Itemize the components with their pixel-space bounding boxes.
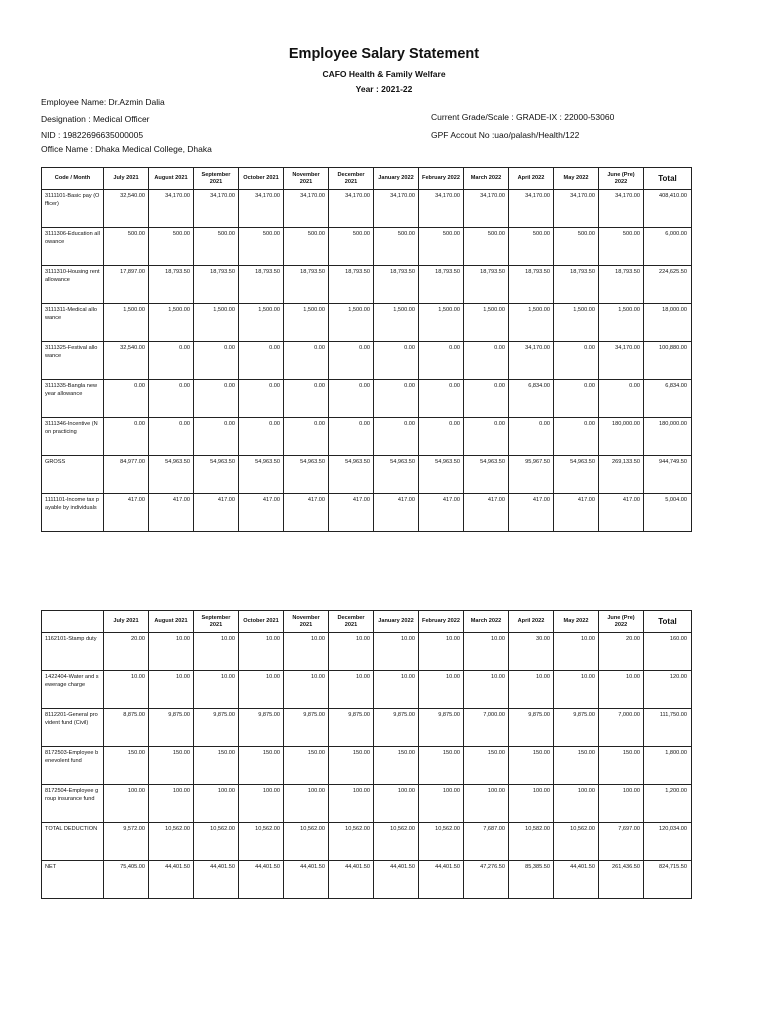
- month-header: October 2021: [239, 168, 284, 190]
- month-header: September 2021: [194, 168, 239, 190]
- amount-cell: 44,401.50: [419, 861, 464, 899]
- amount-cell: 0.00: [554, 380, 599, 418]
- amount-cell: 10.00: [239, 671, 284, 709]
- table-row: [42, 228, 692, 266]
- amount-cell: 150.00: [149, 747, 194, 785]
- table-row: [42, 633, 692, 671]
- amount-cell: 34,170.00: [194, 190, 239, 228]
- amount-cell: 0.00: [509, 418, 554, 456]
- amount-cell: 1,500.00: [194, 304, 239, 342]
- amount-cell: 44,401.50: [554, 861, 599, 899]
- amount-cell: 0.00: [194, 380, 239, 418]
- amount-cell: 10,562.00: [194, 823, 239, 861]
- row-label: 1422404-Water and sewerage charge: [42, 671, 104, 709]
- row-total-cell: 18,000.00: [644, 304, 692, 342]
- row-total-cell: 120.00: [644, 671, 692, 709]
- amount-cell: 44,401.50: [284, 861, 329, 899]
- amount-cell: 500.00: [419, 228, 464, 266]
- amount-cell: 10,562.00: [419, 823, 464, 861]
- amount-cell: 1,500.00: [374, 304, 419, 342]
- month-header: August 2021: [149, 168, 194, 190]
- amount-cell: 0.00: [554, 342, 599, 380]
- row-label: 3111101-Basic pay (Officer): [42, 190, 104, 228]
- amount-cell: 18,793.50: [329, 266, 374, 304]
- amount-cell: 150.00: [419, 747, 464, 785]
- amount-cell: 7,000.00: [464, 709, 509, 747]
- amount-cell: 150.00: [329, 747, 374, 785]
- amount-cell: 500.00: [509, 228, 554, 266]
- amount-cell: 54,963.50: [329, 456, 374, 494]
- amount-cell: 44,401.50: [239, 861, 284, 899]
- amount-cell: 100.00: [509, 785, 554, 823]
- amount-cell: 500.00: [374, 228, 419, 266]
- amount-cell: 9,875.00: [149, 709, 194, 747]
- table-row: [42, 418, 692, 456]
- month-header: September 2021: [194, 611, 239, 633]
- amount-cell: 0.00: [554, 418, 599, 456]
- table-row: [42, 304, 692, 342]
- statement-title: Employee Salary Statement: [288, 46, 480, 62]
- amount-cell: 54,963.50: [194, 456, 239, 494]
- amount-cell: 417.00: [554, 494, 599, 532]
- amount-cell: 9,875.00: [284, 709, 329, 747]
- month-header: May 2022: [554, 168, 599, 190]
- amount-cell: 10.00: [554, 671, 599, 709]
- amount-cell: 0.00: [329, 380, 374, 418]
- amount-cell: 34,170.00: [239, 190, 284, 228]
- amount-cell: 34,170.00: [554, 190, 599, 228]
- month-header: December 2021: [329, 168, 374, 190]
- amount-cell: 18,793.50: [374, 266, 419, 304]
- amount-cell: 417.00: [374, 494, 419, 532]
- amount-cell: 100.00: [374, 785, 419, 823]
- month-header: January 2022: [374, 168, 419, 190]
- amount-cell: 17,897.00: [104, 266, 149, 304]
- amount-cell: 20.00: [104, 633, 149, 671]
- amount-cell: 9,572.00: [104, 823, 149, 861]
- row-total-cell: 408,410.00: [644, 190, 692, 228]
- table-row: [42, 190, 692, 228]
- amount-cell: 10.00: [104, 671, 149, 709]
- amount-cell: 10.00: [599, 671, 644, 709]
- month-header: November 2021: [284, 611, 329, 633]
- amount-cell: 150.00: [194, 747, 239, 785]
- header-row: [42, 168, 692, 190]
- amount-cell: 34,170.00: [374, 190, 419, 228]
- amount-cell: 500.00: [599, 228, 644, 266]
- row-label: 8112201-General provident fund (Civil): [42, 709, 104, 747]
- code-month-header: [42, 611, 104, 633]
- amount-cell: 500.00: [554, 228, 599, 266]
- amount-cell: 32,540.00: [104, 342, 149, 380]
- amount-cell: 500.00: [104, 228, 149, 266]
- employee-designation: Designation : Medical Officer: [41, 114, 150, 124]
- amount-cell: 500.00: [149, 228, 194, 266]
- current-grade: Current Grade/Scale : GRADE-IX : 22000-53060: [431, 112, 615, 122]
- amount-cell: 1,500.00: [554, 304, 599, 342]
- amount-cell: 10.00: [374, 671, 419, 709]
- fiscal-year: Year : 2021-22: [355, 84, 413, 94]
- amount-cell: 100.00: [329, 785, 374, 823]
- row-total-cell: 5,004.00: [644, 494, 692, 532]
- amount-cell: 34,170.00: [284, 190, 329, 228]
- amount-cell: 84,977.00: [104, 456, 149, 494]
- amount-cell: 417.00: [329, 494, 374, 532]
- employee-name: Employee Name: Dr.Azmin Dalia: [41, 97, 165, 107]
- amount-cell: 32,540.00: [104, 190, 149, 228]
- table-row: [42, 709, 692, 747]
- amount-cell: 10,562.00: [554, 823, 599, 861]
- row-label: 8172504-Employee group insurance fund: [42, 785, 104, 823]
- amount-cell: 100.00: [284, 785, 329, 823]
- amount-cell: 0.00: [374, 380, 419, 418]
- amount-cell: 34,170.00: [464, 190, 509, 228]
- amount-cell: 1,500.00: [599, 304, 644, 342]
- amount-cell: 0.00: [329, 418, 374, 456]
- month-header: October 2021: [239, 611, 284, 633]
- amount-cell: 9,875.00: [194, 709, 239, 747]
- row-total-cell: 160.00: [644, 633, 692, 671]
- table-row: [42, 861, 692, 899]
- amount-cell: 54,963.50: [149, 456, 194, 494]
- amount-cell: 18,793.50: [239, 266, 284, 304]
- amount-cell: 10.00: [284, 633, 329, 671]
- amount-cell: 150.00: [374, 747, 419, 785]
- amount-cell: 34,170.00: [599, 190, 644, 228]
- amount-cell: 75,405.00: [104, 861, 149, 899]
- amount-cell: 417.00: [509, 494, 554, 532]
- amount-cell: 18,793.50: [419, 266, 464, 304]
- amount-cell: 0.00: [374, 418, 419, 456]
- amount-cell: 150.00: [509, 747, 554, 785]
- amount-cell: 1,500.00: [284, 304, 329, 342]
- month-header: August 2021: [149, 611, 194, 633]
- amount-cell: 180,000.00: [599, 418, 644, 456]
- amount-cell: 6,834.00: [509, 380, 554, 418]
- gpf-account: GPF Accout No :uao/palash/Health/122: [431, 130, 580, 140]
- amount-cell: 54,963.50: [554, 456, 599, 494]
- amount-cell: 34,170.00: [329, 190, 374, 228]
- table-row: [42, 380, 692, 418]
- total-header: Total: [644, 611, 692, 633]
- month-header: November 2021: [284, 168, 329, 190]
- amount-cell: 18,793.50: [194, 266, 239, 304]
- amount-cell: 34,170.00: [149, 190, 194, 228]
- amount-cell: 10.00: [239, 633, 284, 671]
- month-header: April 2022: [509, 611, 554, 633]
- month-header: June (Pre) 2022: [599, 611, 644, 633]
- amount-cell: 0.00: [149, 380, 194, 418]
- row-total-cell: 180,000.00: [644, 418, 692, 456]
- amount-cell: 10.00: [464, 671, 509, 709]
- amount-cell: 261,436.50: [599, 861, 644, 899]
- deductions-table: [41, 610, 692, 899]
- amount-cell: 0.00: [599, 380, 644, 418]
- amount-cell: 10.00: [329, 633, 374, 671]
- row-label: 3111311-Medical allowance: [42, 304, 104, 342]
- row-label: TOTAL DEDUCTION: [42, 823, 104, 861]
- row-total-cell: 111,750.00: [644, 709, 692, 747]
- row-label: GROSS: [42, 456, 104, 494]
- amount-cell: 34,170.00: [419, 190, 464, 228]
- month-header: March 2022: [464, 611, 509, 633]
- amount-cell: 0.00: [419, 418, 464, 456]
- table-row: [42, 747, 692, 785]
- row-label: 3111310-Housing rent allowance: [42, 266, 104, 304]
- amount-cell: 95,967.50: [509, 456, 554, 494]
- amount-cell: 0.00: [284, 418, 329, 456]
- row-label: 3111325-Festival allowance: [42, 342, 104, 380]
- amount-cell: 0.00: [104, 418, 149, 456]
- amount-cell: 417.00: [194, 494, 239, 532]
- amount-cell: 150.00: [104, 747, 149, 785]
- amount-cell: 0.00: [239, 380, 284, 418]
- amount-cell: 0.00: [464, 380, 509, 418]
- amount-cell: 44,401.50: [149, 861, 194, 899]
- amount-cell: 100.00: [194, 785, 239, 823]
- row-total-cell: 824,715.50: [644, 861, 692, 899]
- amount-cell: 10.00: [509, 671, 554, 709]
- amount-cell: 10.00: [149, 633, 194, 671]
- amount-cell: 9,875.00: [374, 709, 419, 747]
- amount-cell: 100.00: [599, 785, 644, 823]
- amount-cell: 150.00: [554, 747, 599, 785]
- header-row: [42, 611, 692, 633]
- month-header: February 2022: [419, 168, 464, 190]
- amount-cell: 417.00: [149, 494, 194, 532]
- row-total-cell: 6,000.00: [644, 228, 692, 266]
- amount-cell: 100.00: [419, 785, 464, 823]
- amount-cell: 0.00: [194, 418, 239, 456]
- month-header: July 2021: [104, 611, 149, 633]
- amount-cell: 18,793.50: [509, 266, 554, 304]
- row-total-cell: 1,800.00: [644, 747, 692, 785]
- row-total-cell: 120,034.00: [644, 823, 692, 861]
- row-label: 3111335-Bangla new year allowance: [42, 380, 104, 418]
- amount-cell: 10.00: [284, 671, 329, 709]
- amount-cell: 0.00: [239, 418, 284, 456]
- amount-cell: 7,687.00: [464, 823, 509, 861]
- amount-cell: 1,500.00: [104, 304, 149, 342]
- month-header: December 2021: [329, 611, 374, 633]
- row-total-cell: 6,834.00: [644, 380, 692, 418]
- amount-cell: 9,875.00: [329, 709, 374, 747]
- employee-nid: NID : 19822696635000005: [41, 130, 144, 140]
- row-total-cell: 100,880.00: [644, 342, 692, 380]
- table-row: [42, 342, 692, 380]
- table-row: [42, 456, 692, 494]
- amount-cell: 500.00: [464, 228, 509, 266]
- amount-cell: 10,582.00: [509, 823, 554, 861]
- amount-cell: 417.00: [419, 494, 464, 532]
- month-header: January 2022: [374, 611, 419, 633]
- amount-cell: 0.00: [329, 342, 374, 380]
- amount-cell: 7,697.00: [599, 823, 644, 861]
- amount-cell: 269,133.50: [599, 456, 644, 494]
- amount-cell: 417.00: [104, 494, 149, 532]
- amount-cell: 10,562.00: [329, 823, 374, 861]
- amount-cell: 0.00: [239, 342, 284, 380]
- amount-cell: 417.00: [239, 494, 284, 532]
- amount-cell: 44,401.50: [194, 861, 239, 899]
- row-total-cell: 224,625.50: [644, 266, 692, 304]
- amount-cell: 9,875.00: [509, 709, 554, 747]
- amount-cell: 10,562.00: [239, 823, 284, 861]
- amount-cell: 10.00: [149, 671, 194, 709]
- amount-cell: 0.00: [419, 380, 464, 418]
- row-label: NET: [42, 861, 104, 899]
- amount-cell: 500.00: [284, 228, 329, 266]
- amount-cell: 0.00: [374, 342, 419, 380]
- amount-cell: 54,963.50: [419, 456, 464, 494]
- amount-cell: 0.00: [419, 342, 464, 380]
- amount-cell: 20.00: [599, 633, 644, 671]
- earnings-table: [41, 167, 692, 532]
- amount-cell: 1,500.00: [329, 304, 374, 342]
- amount-cell: 1,500.00: [239, 304, 284, 342]
- row-label: 8172503-Employee benevolent fund: [42, 747, 104, 785]
- amount-cell: 1,500.00: [464, 304, 509, 342]
- amount-cell: 18,793.50: [464, 266, 509, 304]
- row-label: 1111101-Income tax payable by individuals: [42, 494, 104, 532]
- table-row: [42, 494, 692, 532]
- amount-cell: 0.00: [104, 380, 149, 418]
- amount-cell: 100.00: [554, 785, 599, 823]
- amount-cell: 47,276.50: [464, 861, 509, 899]
- month-header: February 2022: [419, 611, 464, 633]
- table-row: [42, 823, 692, 861]
- amount-cell: 34,170.00: [599, 342, 644, 380]
- month-header: April 2022: [509, 168, 554, 190]
- amount-cell: 10.00: [554, 633, 599, 671]
- amount-cell: 0.00: [284, 342, 329, 380]
- amount-cell: 0.00: [149, 418, 194, 456]
- amount-cell: 100.00: [104, 785, 149, 823]
- amount-cell: 10,562.00: [149, 823, 194, 861]
- amount-cell: 0.00: [464, 342, 509, 380]
- row-total-cell: 1,200.00: [644, 785, 692, 823]
- month-header: July 2021: [104, 168, 149, 190]
- amount-cell: 34,170.00: [509, 190, 554, 228]
- office-name: Office Name : Dhaka Medical College, Dhaka: [41, 144, 212, 154]
- amount-cell: 150.00: [284, 747, 329, 785]
- amount-cell: 0.00: [284, 380, 329, 418]
- row-total-cell: 944,749.50: [644, 456, 692, 494]
- amount-cell: 500.00: [329, 228, 374, 266]
- amount-cell: 54,963.50: [239, 456, 284, 494]
- amount-cell: 18,793.50: [284, 266, 329, 304]
- amount-cell: 10.00: [419, 671, 464, 709]
- amount-cell: 417.00: [464, 494, 509, 532]
- table-row: [42, 671, 692, 709]
- amount-cell: 417.00: [284, 494, 329, 532]
- amount-cell: 44,401.50: [329, 861, 374, 899]
- amount-cell: 10,562.00: [284, 823, 329, 861]
- amount-cell: 150.00: [464, 747, 509, 785]
- total-header: Total: [644, 168, 692, 190]
- amount-cell: 0.00: [464, 418, 509, 456]
- amount-cell: 10.00: [419, 633, 464, 671]
- amount-cell: 10,562.00: [374, 823, 419, 861]
- row-label: 3111346-Incentive (Non practicing: [42, 418, 104, 456]
- amount-cell: 18,793.50: [599, 266, 644, 304]
- amount-cell: 9,875.00: [554, 709, 599, 747]
- amount-cell: 10.00: [194, 633, 239, 671]
- amount-cell: 34,170.00: [509, 342, 554, 380]
- amount-cell: 44,401.50: [374, 861, 419, 899]
- amount-cell: 10.00: [374, 633, 419, 671]
- amount-cell: 417.00: [599, 494, 644, 532]
- month-header: June (Pre) 2022: [599, 168, 644, 190]
- amount-cell: 500.00: [194, 228, 239, 266]
- amount-cell: 85,385.50: [509, 861, 554, 899]
- amount-cell: 54,963.50: [284, 456, 329, 494]
- amount-cell: 1,500.00: [419, 304, 464, 342]
- amount-cell: 54,963.50: [464, 456, 509, 494]
- amount-cell: 9,875.00: [239, 709, 284, 747]
- amount-cell: 1,500.00: [149, 304, 194, 342]
- amount-cell: 7,000.00: [599, 709, 644, 747]
- amount-cell: 100.00: [464, 785, 509, 823]
- amount-cell: 10.00: [464, 633, 509, 671]
- row-label: 1162101-Stamp duty: [42, 633, 104, 671]
- amount-cell: 0.00: [194, 342, 239, 380]
- amount-cell: 10.00: [194, 671, 239, 709]
- table-row: [42, 266, 692, 304]
- amount-cell: 30.00: [509, 633, 554, 671]
- code-month-header: Code / Month: [42, 168, 104, 190]
- amount-cell: 18,793.50: [554, 266, 599, 304]
- amount-cell: 0.00: [149, 342, 194, 380]
- amount-cell: 100.00: [149, 785, 194, 823]
- month-header: March 2022: [464, 168, 509, 190]
- amount-cell: 150.00: [599, 747, 644, 785]
- amount-cell: 8,875.00: [104, 709, 149, 747]
- amount-cell: 1,500.00: [509, 304, 554, 342]
- month-header: May 2022: [554, 611, 599, 633]
- row-label: 3111306-Education allowance: [42, 228, 104, 266]
- table-row: [42, 785, 692, 823]
- amount-cell: 100.00: [239, 785, 284, 823]
- amount-cell: 150.00: [239, 747, 284, 785]
- amount-cell: 9,875.00: [419, 709, 464, 747]
- amount-cell: 10.00: [329, 671, 374, 709]
- department-subtitle: CAFO Health & Family Welfare: [322, 69, 446, 79]
- amount-cell: 54,963.50: [374, 456, 419, 494]
- amount-cell: 18,793.50: [149, 266, 194, 304]
- amount-cell: 500.00: [239, 228, 284, 266]
